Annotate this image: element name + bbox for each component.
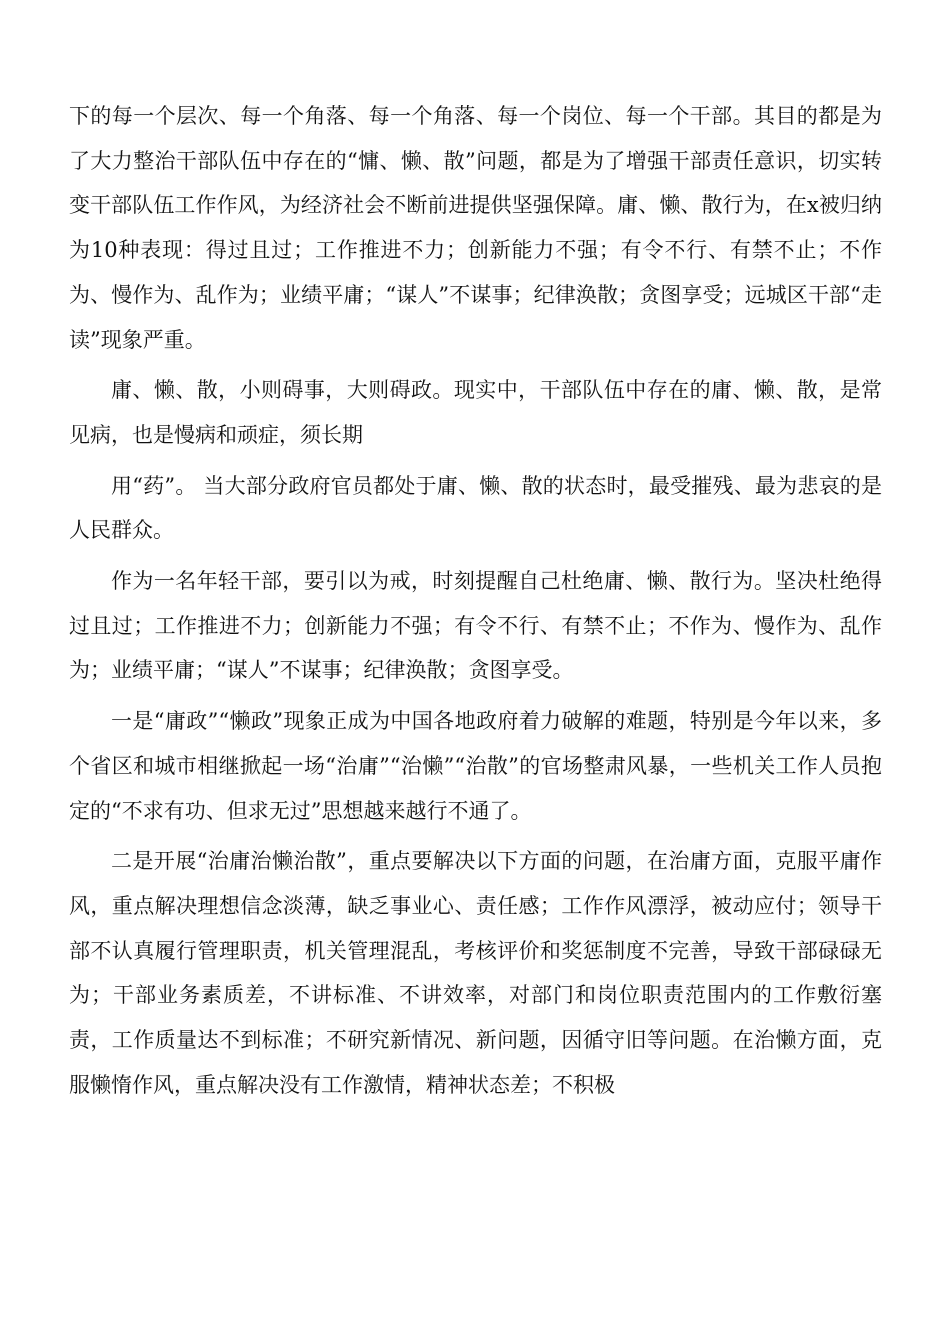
- paragraph-4: 作为一名年轻干部，要引以为戒，时刻提醒自己杜绝庸、懒、散行为。坚决杜绝得过且过；工作推进不力；创新能力不强；有令不行、有禁不止；不作为、慢作为、乱作为；业绩平庸；“谋人”不谋事；纪律涣散；贪图享受。: [69, 569, 882, 683]
- paragraph-6: 二是开展“治庸治懒治散”，重点要解决以下方面的问题，在治庸方面，克服平庸作风，重点解决理想信念淡薄，缺乏事业心、责任感；工作作风漂浮，被动应付；领导干部不认真履行管理职责，机关管理混乱，考核评价和奖惩制度不完善，导致干部碌碌无为；干部业务素质差，不讲标准、不讲效率，对部门和岗位职责范围内的工作敷衍塞责，工作质量达不到标准；不研究新情况、新问题，因循守旧等问题。在治懒方面，克服懒惰作风，重点解决没有工作激情，精神状态差；不积极: [69, 849, 882, 1097]
- paragraph-5: 一是“庸政”“懒政”现象正成为中国各地政府着力破解的难题，特别是今年以来，多个省区和城市相继掀起一场“治庸”“治懒”“治散”的官场整肃风暴，一些机关工作人员抱定的“不求有功、但求无过”思想越来越行不通了。: [69, 709, 882, 823]
- paragraph-2: 庸、懒、散，小则碍事，大则碍政。现实中，干部队伍中存在的庸、懒、散，是常见病，也是慢病和顽症，须长期: [69, 378, 882, 447]
- paragraph-3: 用“药”。 当大部分政府官员都处于庸、懒、散的状态时，最受摧残、最为悲哀的是人民群众。: [69, 473, 882, 543]
- document-body: [69, 94, 882, 1113]
- paragraph-1: 下的每一个层次、每一个角落、每一个角落、每一个岗位、每一个干部。其目的都是为了大力整治干部队伍中存在的“慵、懒、散”问题，都是为了增强干部责任意识，切实转变干部队伍工作作风，为经济社会不断前进提供坚强保障。庸、懒、散行为，在x被归纳为10种表现：得过且过；工作推进不力；创新能力不强；有令不行、有禁不止；不作为、慢作为、乱作为；业绩平庸；“谋人”不谋事；纪律涣散；贪图享受；远城区干部“走读”现象严重。: [69, 104, 882, 352]
